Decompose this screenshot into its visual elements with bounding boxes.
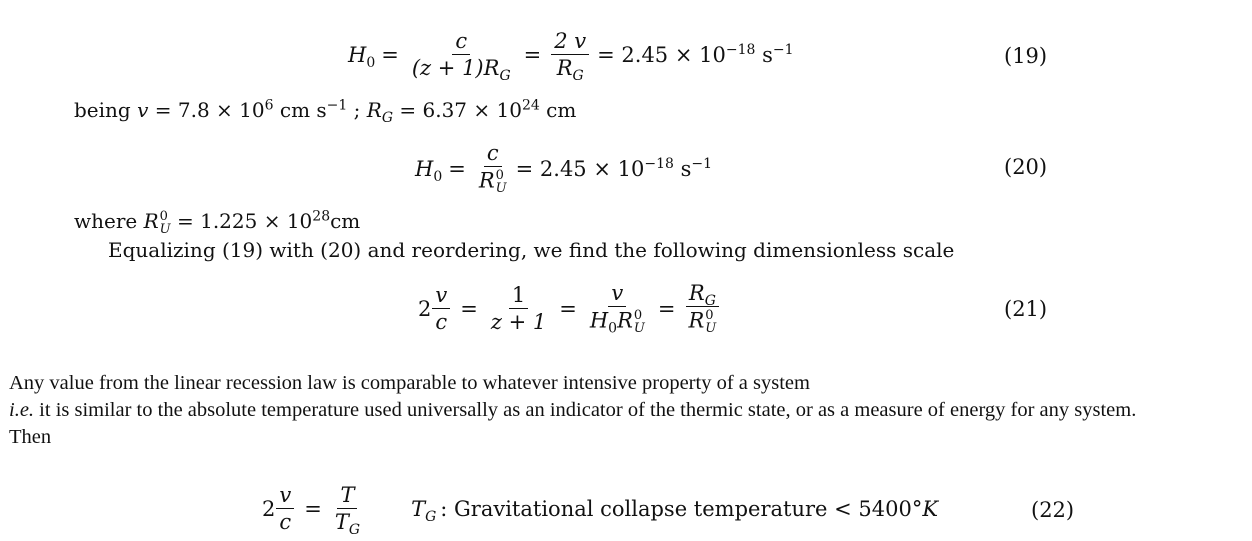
eq19-number: (19) <box>1004 44 1048 68</box>
paragraph-line-2: i.e. it is similar to the absolute temperature used universally as an indicator of the thermic state, or as a measure of energy for any system. <box>9 399 1137 421</box>
eq20-number: (20) <box>1004 155 1048 179</box>
eq22-number: (22) <box>1031 498 1075 522</box>
eq19-value: = $2.45 \times 10^{-18}$ $s^{-1}$ <box>597 41 794 67</box>
paragraph-line-1: Any value from the linear recession law is comparable to whatever intensive property of a system <box>9 372 810 394</box>
eq21-fraction-3: v $H_0R$ 0 U <box>589 281 645 337</box>
eq20-lhs: $H_0$ <box>415 156 443 185</box>
paragraph-line-3: Then <box>9 426 52 448</box>
eq21-fraction-2: $\frac{1}{z + 1}$ <box>490 282 547 335</box>
eq21-fraction-1: $\frac{v}{c}$ <box>432 284 450 333</box>
eq22-fraction-1: $\frac{v}{c}$ <box>276 484 294 533</box>
eq21-number: (21) <box>1004 297 1048 321</box>
eq19-lhs: $H_0$ <box>348 42 376 71</box>
eq20-value: = $2.45 \times 10^{-18}$ $s^{-1}$ <box>515 155 712 181</box>
equalizing-line: Equalizing (19) with (20) and reordering, we find the following dimensionless scale <box>108 238 955 262</box>
being-line: being $v = 7.8 \times 10^6$ cm $s^{-1}$ ; $R_G = 6.37 \times 10^{24}$ cm <box>74 97 577 126</box>
eq19-fraction-2: $\frac{2 v}{R_G}$ <box>551 30 589 79</box>
equation-21: 2 $\frac{v}{c}$ = $\frac{1}{z + 1}$ = v $H_0R$ 0 U = $R_G$ R 0 U <box>418 282 723 335</box>
equation-20: $H_0$ = c R 0 U = $2.45 \times 10^{-18}$ $s^{-1}$ <box>415 141 712 197</box>
eq22-fraction-2: $\frac{T}{T_G}$ <box>334 483 361 539</box>
eq20-fraction: c R 0 U <box>478 141 507 197</box>
equation-19: $H_0$ = $\frac{c}{(z + 1)R_G}$ = $\frac{2 v}{R_G}$ = $2.45 \times 10^{-18}$ $s^{-1}$ <box>348 29 794 85</box>
where-line: where R 0 U = $1.225 \times 10^{28}cm$ <box>74 208 361 237</box>
eq19-fraction-1: $\frac{c}{(z + 1)R_G}$ <box>411 29 511 85</box>
equation-22: 2 $\frac{v}{c}$ = $\frac{T}{T_G}$ $T_G$ : Gravitational collapse temperature < 5400°K <box>262 483 939 539</box>
eq21-fraction-4: $R_G$ R 0 U <box>685 282 719 335</box>
eq22-description: $T_G$ : Gravitational collapse temperature < 5400°K <box>411 496 939 525</box>
